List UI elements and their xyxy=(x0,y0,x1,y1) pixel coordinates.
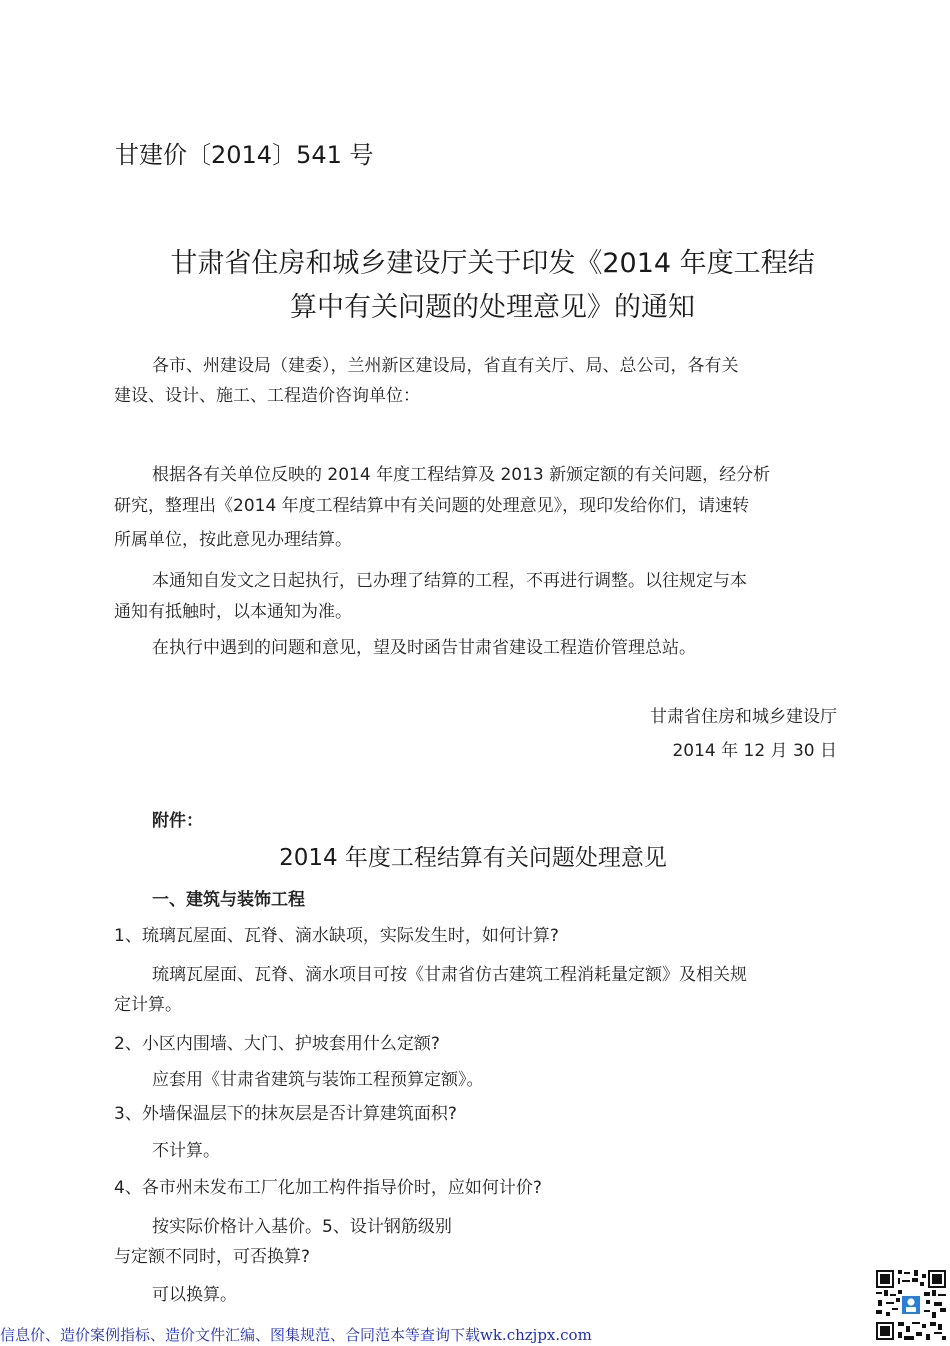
question-5-continued: 与定额不同时，可否换算? xyxy=(114,1247,311,1267)
addressee-line1: 各市、州建设局（建委），兰州新区建设局，省直有关厅、局、总公司，各有关 xyxy=(152,356,739,376)
footer-download-link[interactable]: 信息价、造价案例指标、造价文件汇编、图集规范、合同范本等查询下载wk.chzjpx.com xyxy=(0,1326,592,1344)
qr-code-icon[interactable] xyxy=(876,1270,946,1340)
body-paragraph2-line1: 本通知自发文之日起执行，已办理了结算的工程，不再进行调整。以往规定与本 xyxy=(152,571,747,591)
signature-date: 2014 年 12 月 30 日 xyxy=(672,741,837,761)
answer-1-line1: 琉璃瓦屋面、瓦脊、滴水项目可按《甘肃省仿古建筑工程消耗量定额》及相关规 xyxy=(152,965,747,985)
body-paragraph1-line2: 研究，整理出《2014 年度工程结算中有关问题的处理意见》，现印发给你们，请速转 xyxy=(114,496,750,516)
question-1: 1、琉璃瓦屋面、瓦脊、滴水缺项，实际发生时，如何计算? xyxy=(114,926,559,946)
answer-2: 应套用《甘肃省建筑与装饰工程预算定额》。 xyxy=(152,1070,484,1090)
document-title-line1: 甘肃省住房和城乡建设厅关于印发《2014 年度工程结 xyxy=(170,248,815,279)
document-title-line2: 算中有关问题的处理意见》的通知 xyxy=(290,292,695,323)
answer-3: 不计算。 xyxy=(152,1141,220,1161)
body-paragraph3: 在执行中遇到的问题和意见，望及时函告甘肃省建设工程造价管理总站。 xyxy=(152,638,696,658)
question-2: 2、小区内围墙、大门、护坡套用什么定额? xyxy=(114,1034,440,1054)
body-paragraph2-line2: 通知有抵触时，以本通知为准。 xyxy=(114,602,352,622)
document-number: 甘建价〔2014〕541 号 xyxy=(115,141,374,169)
signature-org: 甘肃省住房和城乡建设厅 xyxy=(650,707,837,727)
answer-1-line2: 定计算。 xyxy=(114,995,182,1015)
addressee-line2: 建设、设计、施工、工程造价咨询单位： xyxy=(114,386,420,406)
question-3: 3、外墙保温层下的抹灰层是否计算建筑面积? xyxy=(114,1104,457,1124)
body-paragraph1-line1: 根据各有关单位反映的 2014 年度工程结算及 2013 新颁定额的有关问题，经分析 xyxy=(152,465,771,485)
attachment-title: 2014 年度工程结算有关问题处理意见 xyxy=(279,845,667,871)
section-heading: 一、建筑与装饰工程 xyxy=(152,890,305,910)
body-paragraph1-line3: 所属单位，按此意见办理结算。 xyxy=(114,530,352,550)
answer-5: 可以换算。 xyxy=(152,1285,237,1305)
answer-4: 按实际价格计入基价。5、设计钢筋级别 xyxy=(152,1217,452,1237)
question-4: 4、各市州未发布工厂化加工构件指导价时，应如何计价? xyxy=(114,1178,542,1198)
attachment-label: 附件： xyxy=(152,811,203,831)
